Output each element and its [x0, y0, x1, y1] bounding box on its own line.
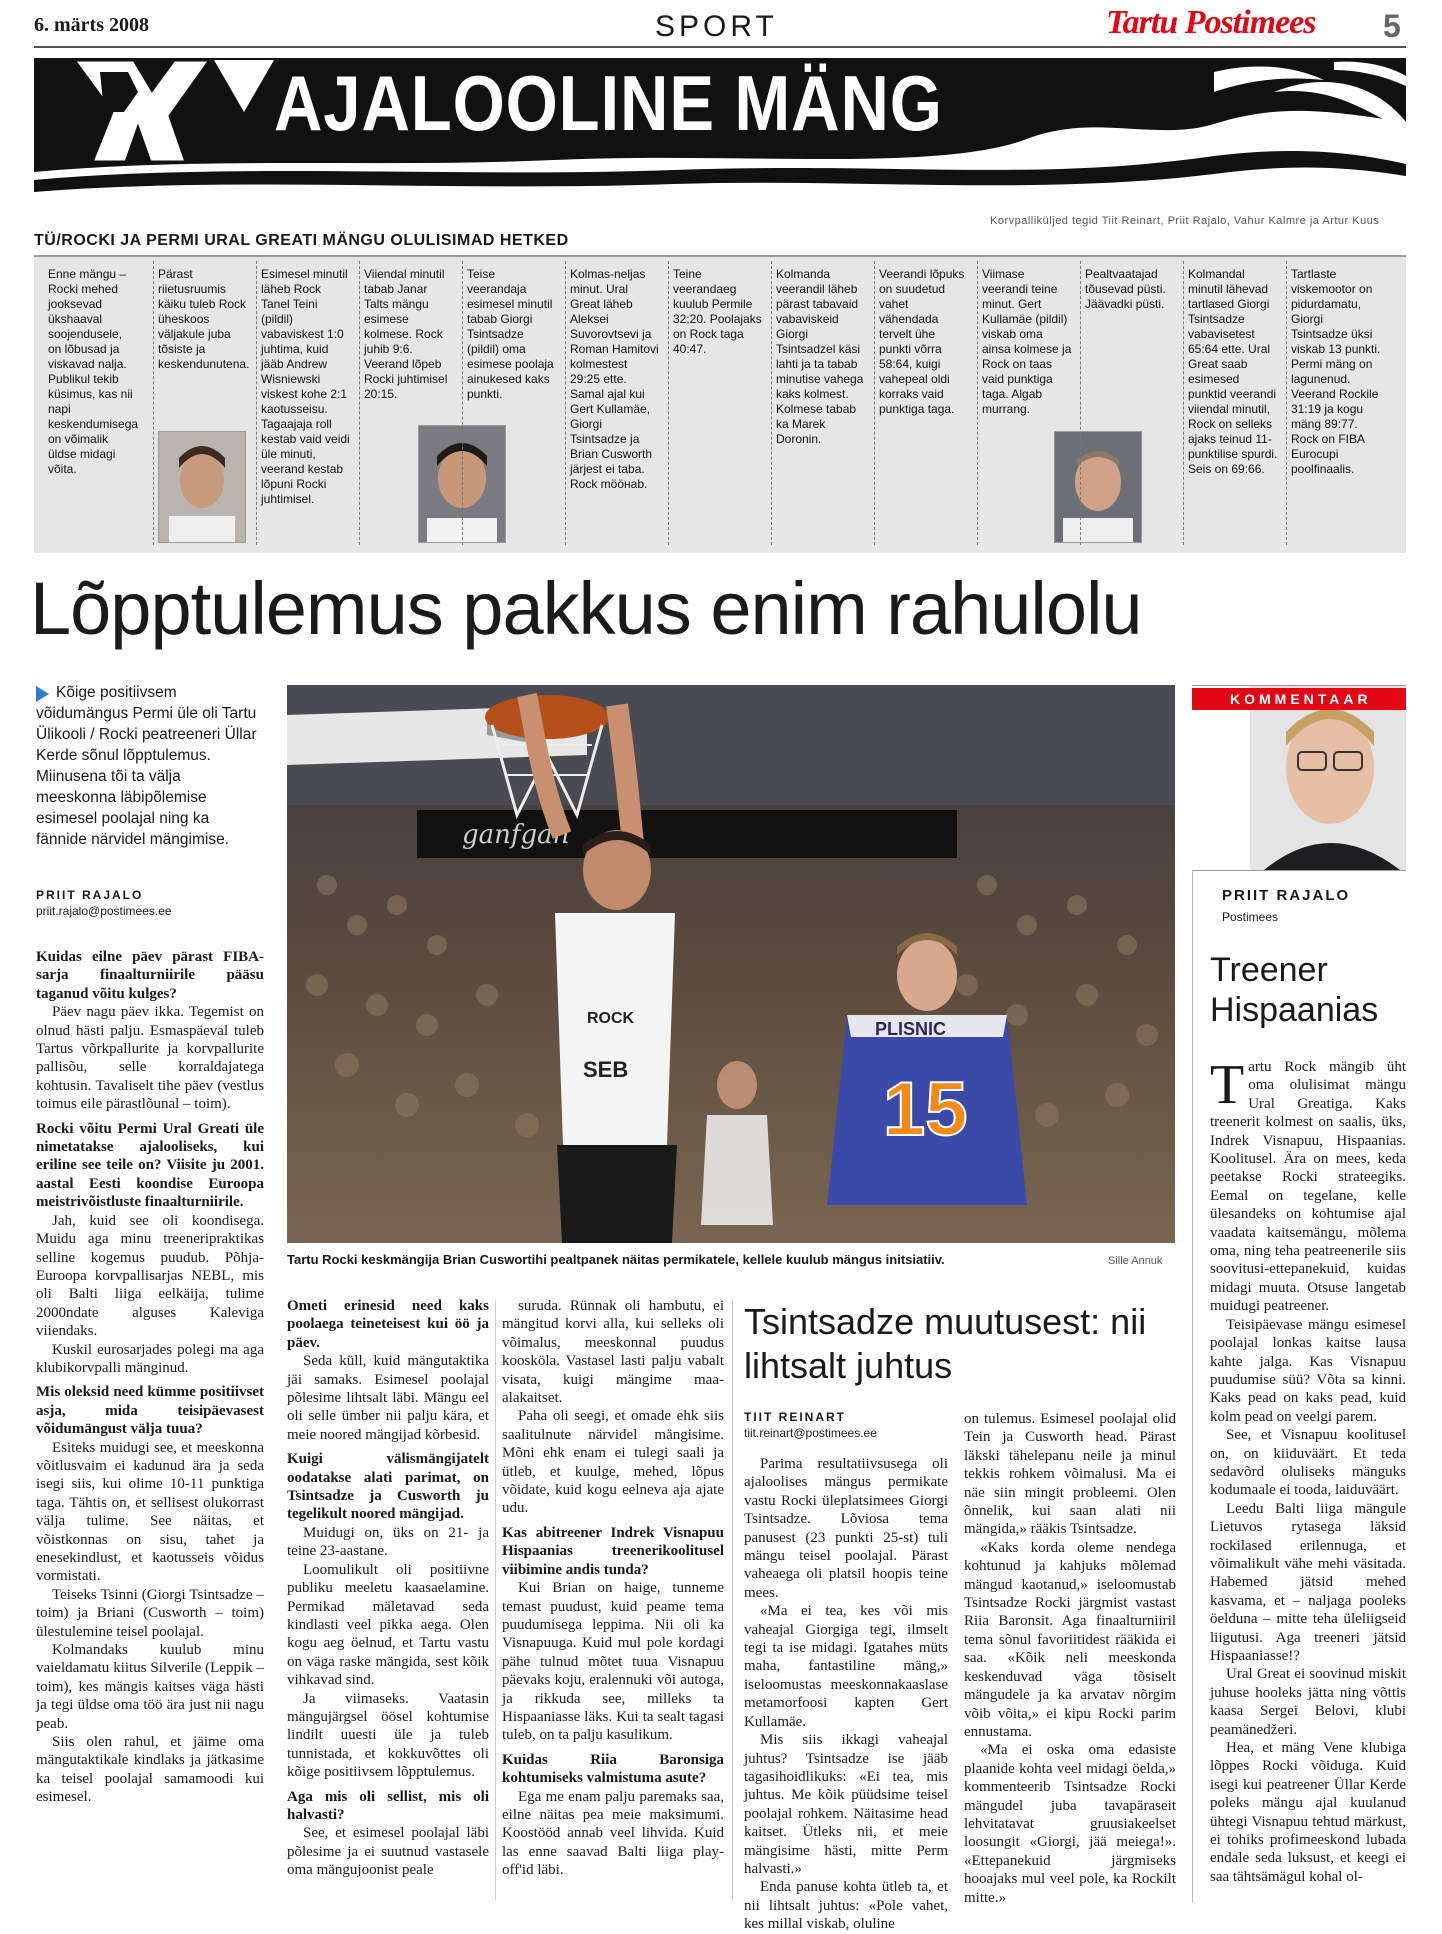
- interview-question: Kuigi välismängijatelt oodatakse alati parimat, on Tsintsadze ja Cusworth ju tegelikult noored mängijad.: [287, 1451, 489, 1523]
- commentary-paragraph: Hea, et mäng Vene klubiga lõppes Rocki võiduga. Kuid isegi kui peatreener Üllar Kerde poleks mängu ajal kuulanud ühtegi Visnapuu tehtud märkust, ei tohiks profimeeskond lubada endale seda luksust, et keegi ei saa tähtsämägul kohal ol-: [1210, 1740, 1406, 1885]
- commentary-first-paragraph: artu Rock mängib üht oma olulisimat mängu Ural Greatiga. Kaks treenerit kolmest on saalis, üks, Indrek Visnapuu, Hispaanias. Koolitusel. Ära on mees, keda peetakse Rocki strateegiks. Eemal on tegelane, kelle ülesandeks on kohtumise ajal vaadata kaitsemängu, mõlema oma, ning teha peatreenerile siis soovitusi-ettepanekuid, kuidas midagi muuta. Otsuse langetab muidugi peatreener.: [1210, 1059, 1406, 1315]
- commentary-vertical-rule: [1192, 870, 1193, 1903]
- timeline-entry: Tartlaste viskemootor on pidurdamatu, Giorgi Tsintsadze üksi viskab 13 punkti. Permi mäng on lagunenud. Veerand Rockile 31:19 ja kogu mäng 89:77. Rock on FIBA Eurocupi poolfinaalis.: [1291, 267, 1381, 476]
- interview-question: Aga mis oli sellist, mis oli halvasti?: [287, 1788, 489, 1823]
- side-article-paragraph: «Kaks korda oleme nendega kohtunud ja kahjuks mõlemad mängud kaotanud,» iseloomustab Tsintsadze Rocki järgmist vastast Riia Baronsit. Aga finaalturniiril tema sõnul favoriitidest rääkida ei saa. «Kõik neli meeskonda keskenduvad väga tõsiselt mängudele ja ka arvatav nõrgim võib võita,» ei kipu Rocki parim ennustama.: [964, 1539, 1176, 1740]
- side-article-paragraph: Parima resultatiivsusega oli ajaloolises mängus permikate vastu Rocki üleplatsimees Giorgi Tsintsadze. Lõviosa tema panusest (23 punkti 25-st) tuli mängu teisel poolajal. Pärast vaheaega oli platsil hoopis teine mees.: [744, 1456, 948, 1601]
- timeline-divider: [565, 261, 566, 545]
- interview-column-1: [36, 948, 264, 1807]
- banner-title: AJALOOLINE MÄNG: [274, 59, 943, 147]
- section-name: SPORT: [655, 10, 778, 43]
- interview-paragraph: Esiteks muidugi see, et meeskonna võitlusvaim ei kadunud ära ja seda isegi siis, kui olime 10-11 punktiga taga. Tähtis on, et sellisest olukorrast välja tulime. See näitas, et võistkonnas on sisu, tahet ja enesekindlust, et kaotusseis võidus vormistati.: [36, 1439, 264, 1585]
- timeline-divider: [1286, 261, 1287, 545]
- timeline-divider: [874, 261, 875, 545]
- timeline-divider: [977, 261, 978, 545]
- commentary-author: PRIIT RAJALO: [1222, 887, 1351, 904]
- timeline-entry: Teise veerandaja esimesel minutil tabab Giorgi Tsintsadze (pildil) oma esimese poolaja ainukesed kaks punkti.: [467, 267, 554, 401]
- timeline-divider: [153, 261, 154, 545]
- timeline-entry: Veerandi lõpuks on suudetud vahet vähendada tervelt ühe punkti võrra 58:64, kuigi vahepeal oldi korraks vaid punktiga taga.: [879, 267, 965, 416]
- svg-text:ganfgan: ganfgan: [462, 820, 570, 850]
- commentary-dropcap: T: [1210, 1054, 1245, 1116]
- commentary-paper: Postimees: [1222, 910, 1279, 924]
- masthead-logo: Tartu Postimees: [1106, 4, 1316, 41]
- interview-question: Kas abitreener Indrek Visnapuu Hispaanias treenerikoolitusel viibimine andis tunda?: [502, 1524, 724, 1578]
- jersey-team-text: ROCK: [587, 1010, 635, 1027]
- interview-paragraph: Teiseks Tsinni (Giorgi Tsintsadze – toim) ja Briani (Cusworth – toim) ülestulemine teisel poolajal.: [36, 1586, 264, 1640]
- interview-question: Ometi erinesid need kaks poolaega teineteisest kui öö ja päev.: [287, 1298, 489, 1351]
- main-photo: [287, 685, 1175, 1243]
- timeline-entry: Viimase veerandi teine minut. Gert Kullamäe (pildil) viskab oma ainsa kolmese ja Rock on taas vaid punktiga taga. Algab murrang.: [982, 267, 1072, 416]
- interview-paragraph: Ja viimaseks. Vaatasin mängujärgsel öösel kohtumise lindilt uuesti üle ja tuleb tunnistada, et kokkuvõttes oli kõige positiivsem lõpptulemus.: [287, 1690, 489, 1781]
- interview-paragraph: Päev nagu päev ikka. Tegemist on olnud hästi palju. Esmaspäeval tuleb Tartus võrkpallurite ja korvpallurite pallisõu, selle korraldajatega kohtusin. Tavaliselt tihe päev (vestlus toimus eile pärastlõunal – toim).: [36, 1004, 264, 1113]
- commentary-paragraph: See, et Visnapuu koolitusel on, on kiiduväärt. Et teda sedavõrd oluliseks mänguks kodumaale ei tooda, laiduväärt.: [1210, 1427, 1406, 1499]
- interview-paragraph: suruda. Rünnak oli hambutu, ei mängitud korvi alla, kui selleks oli võimalus, meeskonnal puudus koosköla. Vastasel lasti palju vabalt visata, kuigi mängime maa-alakaitset.: [502, 1298, 724, 1407]
- timeline-entry: Esimesel minutil läheb Rock Tanel Teini (pildil) vabaviskest 1:0 juhtima, kuid jääb Andrew Wisniewski viskest kohe 2:1 kaotusseisu. Tagaajaja roll kestab vaid veidi üle minuti, veerand kestab lõpuni Rocki juhtimisel.: [261, 267, 350, 506]
- interview-paragraph: Siis olen rahul, et jäime oma mängutaktikale kindlaks ja jätkasime ka teisel poolajal samamoodi kui esimesel.: [36, 1734, 264, 1806]
- interview-question: Kuidas eilne päev pärast FIBA-sarja finaalturniirile pääsu taganud võitu kulges?: [36, 949, 264, 1002]
- timeline-divider: [668, 261, 669, 545]
- side-article-paragraph: on tulemus. Esimesel poolajal olid Tein ja Cusworth head. Pärast läkski tähelepanu neile ja minul tekkis rohkem võimalusi. Ma ei näe siin mingit probleemi. Olen õnnelik, kui saan alati nii mängida,» rääkis Tsintsadze.: [964, 1411, 1176, 1538]
- timeline-divider: [462, 261, 463, 545]
- commentary-rule: [1192, 870, 1406, 871]
- interview-paragraph: Paha oli seegi, et omade ehk siis saalitulnute närvidel mängisime. Mõni ehk enam ei tulegi saali ja ütleb, et kuulge, mehed, lõpus võidate, kuid kogu eelneva aja ajate udu.: [502, 1408, 724, 1517]
- interview-question: Rocki võitu Permi Ural Greati üle nimetatakse ajalooliseks, kui eriline see teile on? Viisite ju 2001. aastal Eesti koondise Euroopa meistrivõistluste finaalturniirile.: [36, 1120, 264, 1211]
- interview-question: Kuidas Riia Baronsiga kohtumiseks valmistuma asute?: [502, 1751, 724, 1787]
- timeline-entry: Teine veerandaeg kuulub Permile 32:20. Poolajaks on Rock taga 40:47.: [673, 267, 762, 356]
- column-divider: [495, 1300, 496, 1900]
- top-rule: [34, 46, 1406, 48]
- commentary-title: Treener Hispaanias: [1210, 951, 1379, 1029]
- commentary-label: KOMMENTAAR: [1192, 688, 1406, 710]
- interview-paragraph: Muidugi on, üks on 21- ja teine 23-aastane.: [287, 1524, 489, 1560]
- jersey-number-text: 15: [883, 1067, 968, 1152]
- timeline-entry: Pealtvaatajad tõusevad püsti. Jäävadki püsti.: [1085, 267, 1166, 311]
- commentary-paragraph: Ural Great ei soovinud miskit juhuse hooleks jätta ning võttis kaasa Sergei Belovi, klubi peamänedžeri.: [1210, 1666, 1406, 1738]
- interview-paragraph: Kuskil eurosarjades polegi ma aga klubikorvpalli mänginud.: [36, 1341, 264, 1376]
- interview-paragraph: Loomulikult oli positiivne publiku meeletu kaasaelamine. Permikad mäletavad seda kindlasti veel pikka aega. Olen kogu aeg öelnud, et Tartu vastu on väga raske mängida, sest kõik vihkavad sind.: [287, 1561, 489, 1689]
- interview-paragraph: Ega me enam palju paremaks saa, eilne näitas pea meie maksimumi. Koostööd annab veel lihvida. Kuid las enne saavad Balti liiga play-off'id läbi.: [502, 1788, 724, 1879]
- player-photo-thumb: [1054, 431, 1142, 543]
- commentary-paragraph: Leedu Balti liiga mängule Lietuvos rytasega läksid rockilased erilennuga, et võimalikult vähe mehi väsitada. Habemed jätsid mehed kasvama, et – naljaga pooleks öelduna – mitte teha üleliigseid liigutusi. Aga treeneri jätsid Hispaaniasse!?: [1210, 1500, 1406, 1664]
- side-article-paragraph: Enda panuse kohta ütleb ta, et nii lihtsalt juhtus: «Pole vahet, kes millal viskab, oluline: [744, 1879, 948, 1933]
- interview-column-2: [287, 1297, 489, 1880]
- page-credits: Korvpalliküljed tegid Tiit Reinart, Priit Rajalo, Vahur Kalmre ja Artur Kuus: [990, 215, 1380, 227]
- player-photo-thumb: [158, 431, 246, 543]
- page-number: 5: [1383, 8, 1401, 44]
- interview-paragraph: Kui Brian on haige, tunneme temast puudust, kuid peame tema puudumisega leppima. Nii oli ka Visnapuuga. Kuid mul pole kordagi pähe tulnud mõtet tuua Visnapuu päevaks koju, eralennuki või autoga, ja rikkuda see, milleks ta Hispaaniasse läks. Kui ta sealt tagasi tuleb, on ta palju kasulikum.: [502, 1580, 724, 1744]
- side-article-column-1: [744, 1455, 948, 1934]
- player-face-image: [159, 432, 245, 542]
- photo-caption: Tartu Rocki keskmängija Brian Cuswortihi pealtpanek näitas permikatele, kellele kuulub mängus initsiatiiv.: [287, 1252, 945, 1267]
- side-article-headline: Tsintsadze muutusest: nii lihtsalt juhtus: [744, 1301, 1147, 1386]
- timeline-entry: Kolmandal minutil lähevad tartlased Giorgi Tsintsadze vabavisetest 65:64 ette. Ural Great saab esimesed punktid veerandi viiendal minutil, Rock on selleks ajaks teinud 11-punktilise spurdi. Seis on 69:66.: [1188, 267, 1278, 476]
- article-headline: Lõpptulemus pakkus enim rahulolu: [30, 567, 1142, 650]
- interview-paragraph: Seda küll, kuid mängutaktika jäi samaks. Esimesel poolajal põlesime lihtsalt läbi. Mängu eel oli selle ümber nii palju kära, et meie noored mängijad kõrbesid.: [287, 1353, 489, 1443]
- issue-date: 6. märts 2008: [34, 14, 149, 36]
- side-article-paragraph: «Ma ei oska oma edasiste plaanide kohta veel midagi öelda,» kommenteerib Tsintsadze Rocki mängudel juba tavapäraseit lehvitatavat gruusiakeelset loosungit «Giorgi, jää meiega!». «Ettepanekuid järgmiseks hooajaks mul veel pole, ka Rockilt mitte.»: [964, 1742, 1176, 1906]
- side-article-paragraph: «Ma ei tea, kes või mis vaheajal Giorgiga tegi, ilmselt tegi ta ise midagi. Igatahes müts maha, fantastiline mäng,» iseloomustas meeskonnakaaslase metamorfoosi kapten Gert Kullamäe.: [744, 1603, 948, 1730]
- player-face-image: [1055, 432, 1141, 542]
- commentary-paragraph: Teisipäevase mängu esimesel poolajal lonkas kaitse lausa kahte jalga. Kas Visnapuu puudumise süü? Võta sa kinni. Kaks pead on kaks pead, kuid kolm pead on veelgi parem.: [1210, 1316, 1406, 1425]
- timeline-divider: [1080, 261, 1081, 545]
- side-byline-email: tiit.reinart@postimees.ee: [744, 1426, 877, 1440]
- side-article-column-2: [964, 1410, 1176, 1907]
- side-byline-name: TIIT REINART: [744, 1410, 846, 1424]
- column-divider: [732, 1300, 733, 1900]
- jersey-sponsor-text: SEB: [583, 1057, 629, 1082]
- dunk-photo-image: [287, 685, 1175, 1243]
- timeline-entry: Viiendal minutil tabab Janar Talts mängu esimese kolmese. Rock juhib 9:6. Veerand lõpeb Rocki juhtimisel 20:15.: [364, 267, 448, 401]
- byline-email: priit.rajalo@postimees.ee: [36, 904, 172, 918]
- timeline-divider: [256, 261, 257, 545]
- photo-credit: Sille Annuk: [1108, 1255, 1163, 1267]
- timeline-divider: [771, 261, 772, 545]
- interview-question: Mis oleksid need kümme positiivset asja, mida teisipäevasest võidumängust välja tuua?: [36, 1384, 264, 1438]
- interview-paragraph: See, et esimesel poolajal läbi põlesime ja ei suutnud vastasele oma mängujoonist peale: [287, 1825, 489, 1879]
- timeline-strip: [34, 255, 1406, 553]
- side-article-paragraph: Mis siis ikkagi vaheajal juhtus? Tsintsadze ise jääb tagasihoidlikuks: «Ei tea, mis juhtus. Me kõik püüdsime teisel poolajal rohkem. Näitasime head kaitset. Ütleks nii, et meie mängisime hästi, mitte Perm halvasti.»: [744, 1732, 948, 1877]
- byline-name: PRIIT RAJALO: [36, 888, 144, 902]
- timeline-entry: Enne mängu – Rocki mehed jooksevad ükshaaval soojendusele, on lõbusad ja viskavad nalja. Publikul tekib küsimus, kas nii napi keskendumisega on võimalik üldse midagi võita.: [48, 267, 139, 476]
- timeline-entry: Kolmas-neljas minut. Ural Great läheb Aleksei Suvorovtsevi ja Roman Hamitovi kolmestest 29:25 ette. Samal ajal kui Gert Kullamäe, Giorgi Tsintsadze ja Brian Cusworth järjest ei taba. Rock mööнаb.: [570, 267, 659, 491]
- timeline-divider: [359, 261, 360, 545]
- interview-column-3: [502, 1297, 724, 1880]
- interview-paragraph: Kolmandaks kuulub minu vaieldamatu kiitus Silverile (Leppik – toim), kes mängis kaitses väga hästi ja tegi üldse oma töö ära just nii nagu peab.: [36, 1642, 264, 1732]
- timeline-entry: Kolmanda veerandil läheb pärast tabavaid vabaviskeid Giorgi Tsintsadzel käsi lahti ja ta tabab minutise vahega kaks kolmest. Kolmese tabab ka Marek Doronin.: [776, 267, 864, 446]
- commentary-body: [1210, 1054, 1406, 1886]
- timeline-subhead: TÜ/ROCKI JA PERMI URAL GREATI MÄNGU OLULISIMAD HETKED: [34, 232, 569, 249]
- jersey-name-text: PLISNIC: [875, 1019, 947, 1039]
- commentary-photo-box: [1192, 685, 1406, 870]
- timeline-entry: Pärast riietusruumis käiku tuleb Rock üheskoos väljakule juba tõsiste ja keskendunutena.: [158, 267, 250, 371]
- timeline-divider: [1183, 261, 1184, 545]
- article-lead: Kõige positiivsem võidumängus Permi üle oli Tartu Ülikooli / Rocki peatreeneri Üllar Kerde sõnul lõpptulemus. Miinusena tõi ta välja meeskonna läbipõlemise esimesel poolajal ning ka fännide närvidel mängimise.: [36, 684, 257, 848]
- interview-paragraph: Jah, kuid see oli koondisega. Muidu aga minu treeneripraktikas selline kogemus puudub. Põhja-Euroopa korvpallisarjas NEBL, mis oli Balti liiga eelkäija, tulime 2000ndate alguses Kaleviga viiendaks.: [36, 1212, 264, 1340]
- columnist-portrait: [1192, 686, 1406, 870]
